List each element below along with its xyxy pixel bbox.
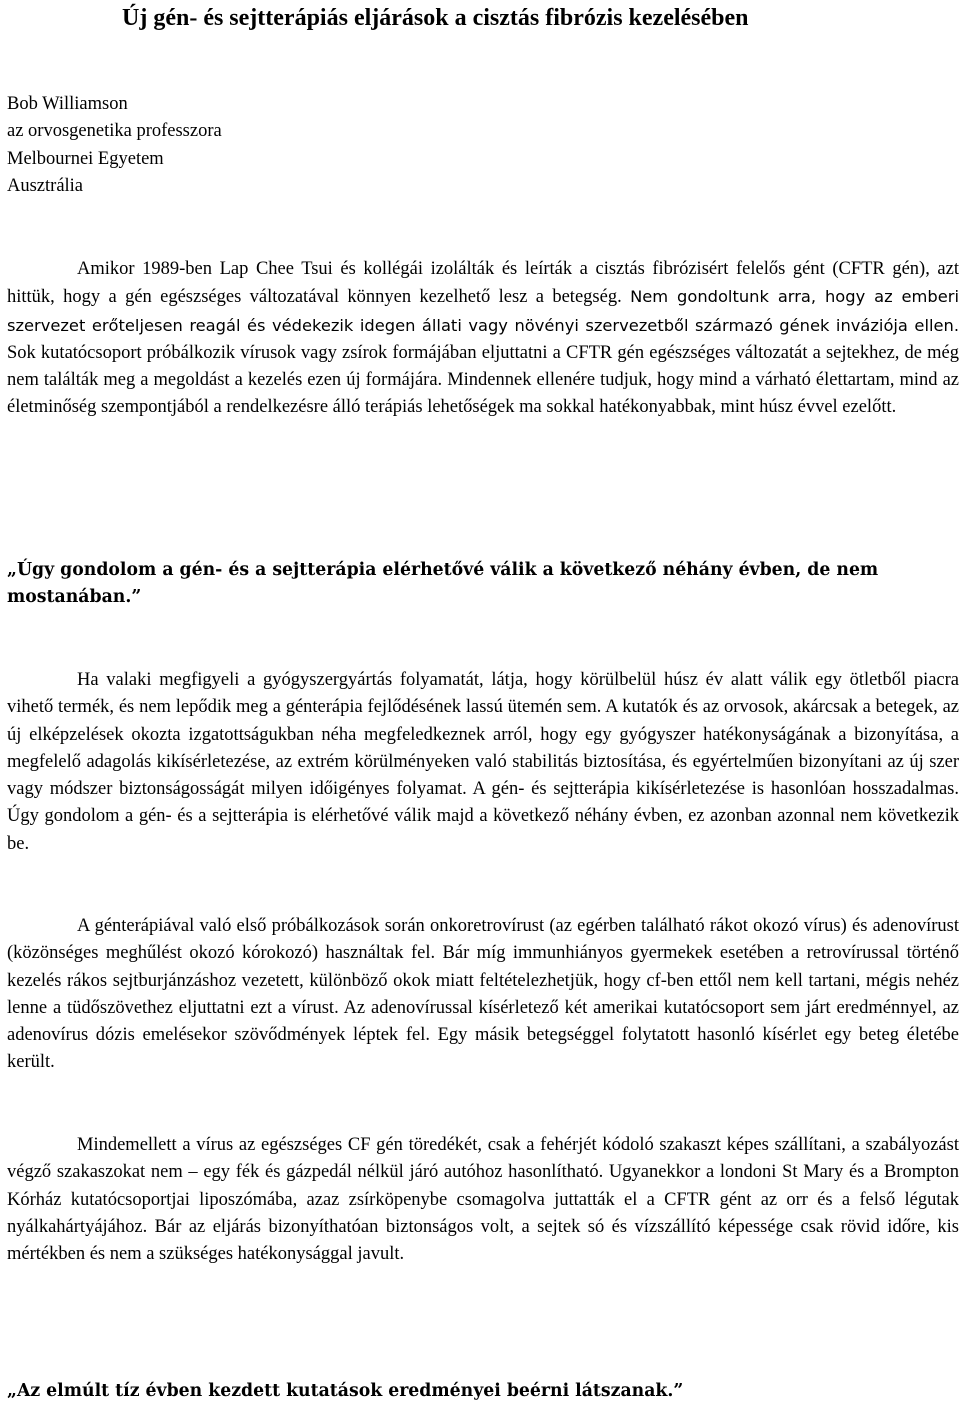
paragraph-drug-development: [7, 667, 959, 858]
paragraph-early-attempts-text: A génterápiával való első próbálkozások során onkoretrovírust (az egérben található rákot okozó vírus) és adenovírust (közönséges meghűlést okozó kórokozó) használtak fel. Bár míg immunhiányos gyermekek esetében a retrovírussal történő kezelés rákos sejtburjánzáshoz vezetett, különböző okok miatt feltételezhetjük, hogy cf-ben ettől nem kell tartani, mégis nehéz lenne a tüdőszövethez eljuttatni ezt a vírust. Az adenovírussal kísérletező két amerikai kutatócsoport sem járt eredménnyel, az adenovírus dózis emelésekor szövődmények léptek fel. Egy másik betegséggel folytatott hasonló kísérlet egy beteg életébe került.: [7, 916, 959, 1073]
pull-quote-2: „Az elmúlt tíz évben kezdett kutatások eredményei beérni látszanak.”: [7, 1381, 684, 1401]
author-name: Bob Williamson: [7, 94, 128, 114]
author-country: Ausztrália: [7, 175, 84, 196]
author-block: [7, 91, 222, 200]
paragraph-intro: [7, 256, 959, 422]
pull-quote-1: „Úgy gondolom a gén- és a sejtterápia elérhetővé válik a következő néhány évben, de nem mostanában.”: [7, 560, 879, 607]
paragraph-drug-development-text: Ha valaki megfigyeli a gyógyszergyártás folyamatát, látja, hogy körülbelül húsz év alatt válik egy ötletből piacra vihető termék, és nem lepődik meg a génterápia fejlődésének lassú ütemén sem. A kutatók és az orvosok, akárcsak a betegek, az új elképzelések okozta izgatottságukban néha megfeledkeznek arról, hogy egy gyógyszer hatékonyságának a bizonyítása, a megfelelő adagolás kikísérletezése, az extrém körülményeken való stabilitás biztosítása, és egyértelműen bizonyítani az új szer vagy módszer biztonságosságát milyen időigényes folyamat. A gén- és sejtterápia kikísérletezése is hasonlóan hosszadalmas. Úgy gondolom a gén- és a sejtterápia is elérhetővé válik majd a következő néhány évben, ez azonban azonnal nem következik be.: [7, 670, 959, 854]
document-title: Új gén- és sejtterápiás eljárások a cisztás fibrózis kezelésében: [122, 5, 749, 31]
paragraph-intro-part4: Mindennek ellenére tudjuk, hogy mind a várható élettartam, mind az életminőség szempontjából a rendelkezésre álló terápiás lehetőségek ma sokkal hatékonyabbak, mint húsz évvel ezelőtt.: [7, 370, 959, 418]
paragraph-intro-part1: Amikor 1989-ben Lap Chee Tsui és kollégái izolálták és leírták a cisztás fibrózisért felelős gént (CFTR gén), azt hittük, hogy a gén egészséges változatával könnyen kezelhető lesz a betegség.: [7, 259, 959, 308]
paragraph-liposome-text: Mindemellett a vírus az egészséges CF gén töredékét, csak a fehérjét kódoló szakaszt képes szállítani, a szabályozást végző szakaszokat nem – egy fék és gázpedál nélkül járó autóhoz hasonlítható. Ugyanekkor a londoni St Mary és a Brompton Kórház kutatócsoportjai liposzómába, azaz zsírköpenybe csomagolva juttatták el a CFTR gént az orr és a felső légutak nyálkahártyájához. Bár az eljárás bizonyíthatóan biztonságos volt, a sejtek só és vízszállító képessége csak rövid időre, kis mértékben és nem a szükséges hatékonysággal javult.: [7, 1135, 959, 1265]
paragraph-intro-part2: Nem gondoltunk arra, hogy az emberi szervezet erőteljesen reagál és védekezik idegen állati vagy növényi szervezetből származó gének inváziója ellen.: [7, 287, 959, 335]
paragraph-intro-part3: Sok kutatócsoport próbálkozik vírusok vagy zsírok formájában eljuttatni a CFTR gén egészséges változatát a sejtekhez, de még nem találták meg a megoldást a kezelés ezen új formájára.: [7, 342, 959, 391]
author-position: az orvosgenetika professzora: [7, 121, 222, 142]
author-institution: Melbournei Egyetem: [7, 148, 164, 169]
paragraph-liposome: [7, 1132, 959, 1268]
paragraph-early-attempts: [7, 913, 959, 1077]
